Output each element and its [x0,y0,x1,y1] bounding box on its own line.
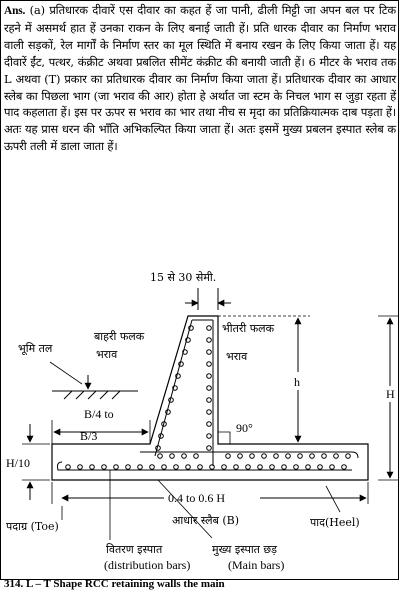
stem-thickness-label: 15 से 30 सेमी. [150,271,217,284]
stem-main-bar-front [155,320,192,456]
answer-part: (a) [29,3,45,17]
base-slab-label: आधार स्लैब (B) [172,514,240,527]
stem-distribution-bars [156,326,212,451]
answer-label: Ans. [4,5,26,17]
toe-label: पदाग्र (Toe) [6,520,59,533]
angle-label: 90° [236,421,253,435]
h-label: h [294,375,300,389]
inner-face-label-1: भीतरी फलक [222,322,275,335]
main-bars-label-2: (Main bars) [228,558,285,572]
main-bars-label-1: मुख्य इस्पात छड़ [212,543,278,556]
toe-ratio-label-1: B/4 to [84,407,114,421]
outer-face-label-2: भराव [96,348,118,361]
base-width-label: 0.4 to 0.6 H [168,491,225,505]
toe-ratio-label-2: B/3 [80,429,98,443]
heel-label: पाद(Heel) [310,516,360,529]
outer-face-label-1: बाहरी फलक [94,330,145,343]
answer-text: प्रतिधारक दीवारें एस दीवार का कहत हें जा पानी, ढीली मिट्टी जा अपन बल पर टिक रहने में असमर्थ हात हें उनका राकन के लिए बनाई जाती हें। प्रति धारक दीवार का निर्माण भराव वाली सड़कों, रेल मार्गों के निर्माण स्तर का मूल स्थिति में बनाय रखन के लिए किया जाता हें। यह दीवारें ईंट, पत्थर, कंक्रीट अथवा प्रबलित सीमेंट कंक्रीट की बनायी जाती हें। 6 मीटर के भराव तक L अथवा (T) प्रकार का प्रतिधारक दीवार का निर्माण किया जाता हें। प्रतिधारक दीवार का आधार स्लेब का पिछला भाग (जा भराव की आर) होता हे अर्थात जा स्टम के निचल भाग स जुड़ा रहता हें पाद कहलाता हें। इस पर ऊपर स भराव का भार तथा नीच स मृदा का प्रतिक्रियात्मक दाब पड़ता हें। अतः यह प्रास धरन की भाँति अभिकल्पित किया जाता हें। अतः इसमें मुख्य प्रबलन इस्पात स्लेब क ऊपरी तली में डाला जाता हें। [4,3,396,154]
slab-distribution-bars [66,454,351,470]
distribution-bars-label-1: वितरण इस्पात [106,543,163,556]
ground-hatch [64,391,120,399]
inner-face-label-2: भराव [226,350,248,363]
right-angle-marker [218,432,230,444]
ground-level-label: भूमि तल [18,342,53,355]
distribution-bars-label-2: (distribution bars) [104,558,191,572]
H-label: H [386,387,395,401]
slab-thickness-label: H/10 [6,456,30,470]
next-question-cutoff: 314. L – T Shape RCC retaining walls the main [4,578,225,590]
slab-top-main-bar [140,452,358,458]
